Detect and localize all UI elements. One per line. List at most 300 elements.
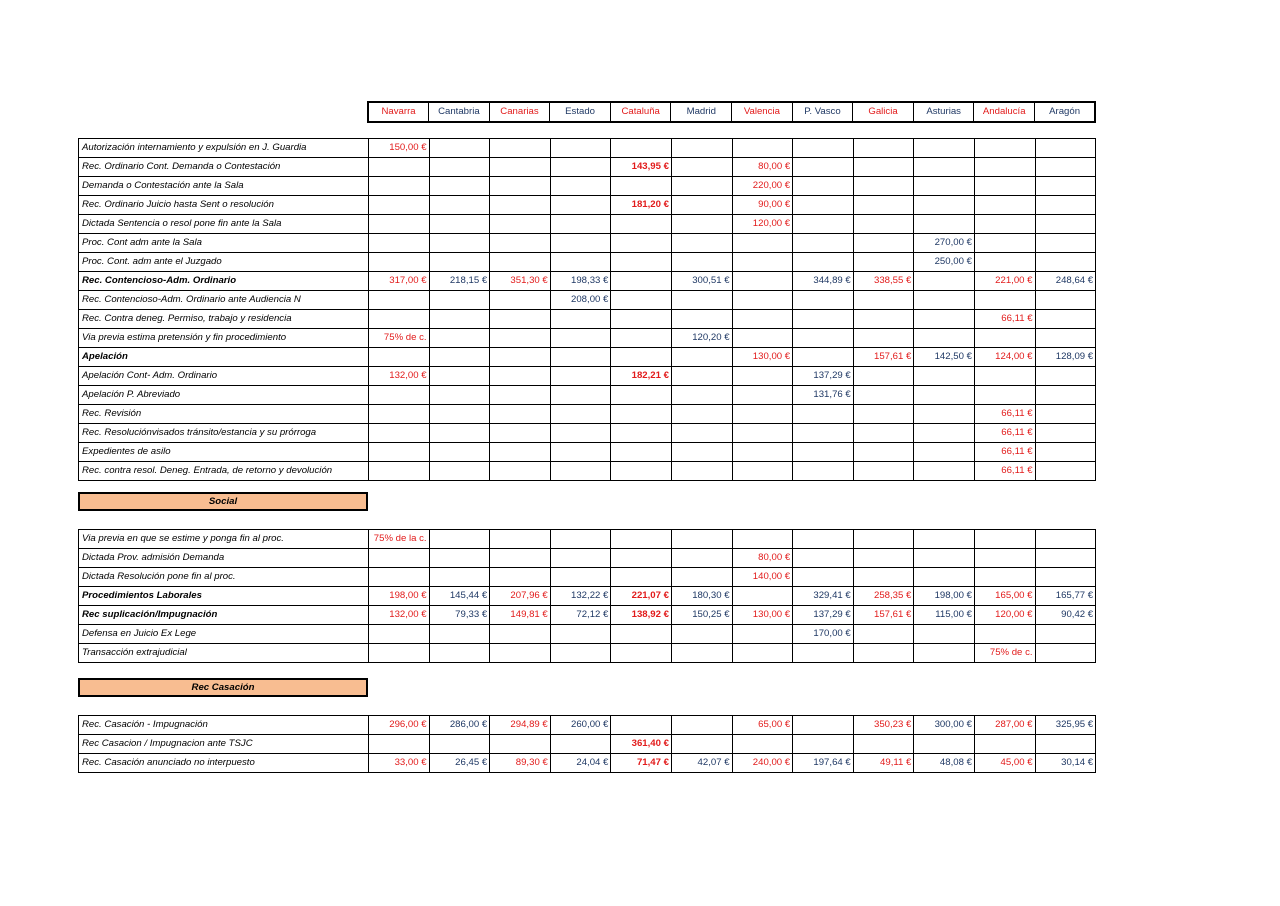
fee-cell — [429, 158, 490, 177]
fee-cell — [853, 530, 914, 549]
fee-cell — [793, 644, 854, 663]
fee-cell — [793, 253, 854, 272]
fee-cell: 270,00 € — [914, 234, 975, 253]
fee-cell — [853, 196, 914, 215]
fee-cell — [793, 530, 854, 549]
fee-cell — [429, 234, 490, 253]
fee-cell: 149,81 € — [490, 606, 551, 625]
fee-cell — [914, 177, 975, 196]
fee-cell — [914, 310, 975, 329]
fee-cell — [369, 177, 430, 196]
fee-cell — [550, 644, 611, 663]
fee-cell — [914, 625, 975, 644]
fee-cell: 221,07 € — [611, 587, 672, 606]
fee-cell: 115,00 € — [914, 606, 975, 625]
row-label: Expedientes de asilo — [79, 443, 369, 462]
fee-cell — [974, 386, 1035, 405]
fee-cell: 72,12 € — [550, 606, 611, 625]
fee-cell: 221,00 € — [974, 272, 1035, 291]
table-row — [79, 310, 1096, 329]
region-header-cell: Madrid — [671, 102, 732, 122]
fee-cell — [490, 329, 551, 348]
fee-cell — [490, 139, 551, 158]
fee-cell — [429, 549, 490, 568]
fee-cell — [429, 644, 490, 663]
fee-cell — [611, 568, 672, 587]
fee-cell: 145,44 € — [429, 587, 490, 606]
fee-cell — [974, 253, 1035, 272]
fee-cell — [974, 234, 1035, 253]
fee-cell: 45,00 € — [974, 754, 1035, 773]
fee-cell: 66,11 € — [974, 424, 1035, 443]
row-label: Rec. Ordinario Cont. Demanda o Contestación — [79, 158, 369, 177]
table-row — [79, 177, 1096, 196]
fee-cell: 198,00 € — [369, 587, 430, 606]
row-label: Transacción extrajudicial — [79, 644, 369, 663]
fee-cell — [793, 405, 854, 424]
fee-cell — [914, 549, 975, 568]
fee-cell — [369, 234, 430, 253]
fee-cell — [550, 367, 611, 386]
fee-cell — [914, 644, 975, 663]
fee-cell — [1035, 462, 1096, 481]
row-label: Apelación P. Abreviado — [79, 386, 369, 405]
fee-cell: 120,20 € — [671, 329, 732, 348]
fee-cell — [611, 443, 672, 462]
fee-cell — [429, 625, 490, 644]
fee-cell — [550, 196, 611, 215]
fee-cell — [732, 530, 793, 549]
fee-cell — [732, 462, 793, 481]
region-header-cell: Valencia — [732, 102, 793, 122]
fee-cell — [1035, 329, 1096, 348]
fee-cell — [611, 549, 672, 568]
region-header-cell: Asturias — [913, 102, 974, 122]
fee-cell — [611, 329, 672, 348]
fee-cell — [490, 462, 551, 481]
fee-cell — [550, 568, 611, 587]
fee-cell: 75% de c. — [974, 644, 1035, 663]
fee-cell — [914, 291, 975, 310]
fee-cell: 24,04 € — [550, 754, 611, 773]
table-row — [79, 158, 1096, 177]
fee-cell: 142,50 € — [914, 348, 975, 367]
fee-cell: 130,00 € — [732, 606, 793, 625]
fee-cell — [1035, 291, 1096, 310]
fee-cell — [1035, 644, 1096, 663]
region-header-cell: Galicia — [853, 102, 914, 122]
fee-cell — [974, 625, 1035, 644]
fee-cell — [490, 215, 551, 234]
fee-cell — [550, 405, 611, 424]
fee-cell: 79,33 € — [429, 606, 490, 625]
table-row — [79, 644, 1096, 663]
table-row — [79, 716, 1096, 735]
table-row — [79, 549, 1096, 568]
fee-cell: 181,20 € — [611, 196, 672, 215]
fee-cell: 90,42 € — [1035, 606, 1096, 625]
row-label: Proc. Cont adm ante la Sala — [79, 234, 369, 253]
fee-cell — [369, 424, 430, 443]
fee-cell — [369, 196, 430, 215]
fee-cell — [369, 158, 430, 177]
fee-cell — [853, 386, 914, 405]
fee-cell: 42,07 € — [671, 754, 732, 773]
fee-cell — [914, 462, 975, 481]
fee-cell — [1035, 177, 1096, 196]
row-label: Rec. Casación anunciado no interpuesto — [79, 754, 369, 773]
fee-cell — [853, 234, 914, 253]
fee-cell — [914, 158, 975, 177]
fee-cell — [914, 139, 975, 158]
row-label: Rec. Contencioso-Adm. Ordinario — [79, 272, 369, 291]
fee-cell: 300,51 € — [671, 272, 732, 291]
fee-cell — [490, 405, 551, 424]
row-label: Rec suplicación/Impugnación — [79, 606, 369, 625]
region-header-cell: Estado — [550, 102, 611, 122]
fee-cell — [550, 549, 611, 568]
table-row — [79, 329, 1096, 348]
fee-cell — [732, 405, 793, 424]
fee-cell — [429, 735, 490, 754]
fee-cell: 165,77 € — [1035, 587, 1096, 606]
fee-cell — [732, 587, 793, 606]
fee-cell — [550, 253, 611, 272]
fee-cell — [490, 424, 551, 443]
table-row — [79, 405, 1096, 424]
fee-cell — [1035, 253, 1096, 272]
fee-cell — [793, 234, 854, 253]
fee-cell — [974, 735, 1035, 754]
table-row — [79, 754, 1096, 773]
fee-cell — [369, 625, 430, 644]
fee-cell — [429, 424, 490, 443]
fee-cell — [671, 177, 732, 196]
fee-cell — [974, 139, 1035, 158]
fee-cell — [732, 424, 793, 443]
fee-cell — [369, 462, 430, 481]
fee-cell — [429, 348, 490, 367]
table-row — [79, 424, 1096, 443]
fee-cell — [490, 367, 551, 386]
region-header-cell: Navarra — [368, 102, 429, 122]
fee-cell — [550, 462, 611, 481]
region-header-row — [367, 101, 1096, 123]
fee-cell: 361,40 € — [611, 735, 672, 754]
fee-cell — [671, 291, 732, 310]
fee-cell: 33,00 € — [369, 754, 430, 773]
fee-cell — [550, 348, 611, 367]
fee-cell — [732, 386, 793, 405]
table-row — [79, 196, 1096, 215]
fee-cell — [611, 386, 672, 405]
fee-cell — [1035, 196, 1096, 215]
fee-cell — [671, 215, 732, 234]
fee-cell — [793, 549, 854, 568]
fee-cell — [1035, 530, 1096, 549]
row-label: Apelación — [79, 348, 369, 367]
fee-cell — [732, 329, 793, 348]
fee-cell — [1035, 549, 1096, 568]
fee-cell — [732, 272, 793, 291]
fee-cell: 180,30 € — [671, 587, 732, 606]
fee-cell: 287,00 € — [974, 716, 1035, 735]
fee-cell — [429, 139, 490, 158]
table-row — [79, 234, 1096, 253]
fee-cell: 329,41 € — [793, 587, 854, 606]
fee-cell — [853, 139, 914, 158]
row-label: Via previa estima pretensión y fin procedimiento — [79, 329, 369, 348]
fee-cell — [611, 253, 672, 272]
row-label: Rec. Resoluciónvisados tránsito/estancia y su prórroga — [79, 424, 369, 443]
region-header-cell: Cataluña — [610, 102, 671, 122]
fee-cell — [550, 386, 611, 405]
table-row — [79, 272, 1096, 291]
fee-cell: 170,00 € — [793, 625, 854, 644]
fee-cell — [429, 386, 490, 405]
fee-cell — [793, 443, 854, 462]
fee-cell: 220,00 € — [732, 177, 793, 196]
fee-cell — [853, 215, 914, 234]
fee-cell — [490, 291, 551, 310]
fee-cell — [853, 177, 914, 196]
fee-cell — [369, 568, 430, 587]
fee-cell — [853, 443, 914, 462]
fee-cell: 65,00 € — [732, 716, 793, 735]
row-label: Rec. Contencioso-Adm. Ordinario ante Audiencia N — [79, 291, 369, 310]
fee-cell — [671, 568, 732, 587]
fee-cell — [671, 462, 732, 481]
row-label: Dictada Prov. admisión Demanda — [79, 549, 369, 568]
fee-cell: 325,95 € — [1035, 716, 1096, 735]
region-header-cell: Canarias — [489, 102, 550, 122]
fee-cell — [793, 139, 854, 158]
fee-cell — [671, 234, 732, 253]
fee-cell — [853, 329, 914, 348]
fee-cell: 80,00 € — [732, 158, 793, 177]
fee-cell — [369, 291, 430, 310]
fee-cell: 140,00 € — [732, 568, 793, 587]
fee-cell — [429, 462, 490, 481]
row-label: Rec Casacion / Impugnacion ante TSJC — [79, 735, 369, 754]
fee-cell: 26,45 € — [429, 754, 490, 773]
fee-cell — [914, 568, 975, 587]
fee-cell: 197,64 € — [793, 754, 854, 773]
fee-cell — [793, 716, 854, 735]
fee-cell — [974, 177, 1035, 196]
fee-cell — [793, 329, 854, 348]
table-row — [79, 462, 1096, 481]
fee-cell — [490, 625, 551, 644]
fee-cell: 131,76 € — [793, 386, 854, 405]
fee-cell — [369, 215, 430, 234]
fee-cell — [732, 735, 793, 754]
fee-cell — [490, 568, 551, 587]
fee-cell — [793, 196, 854, 215]
fee-cell — [490, 443, 551, 462]
row-label: Dictada Sentencia o resol pone fin ante la Sala — [79, 215, 369, 234]
fee-cell — [429, 291, 490, 310]
fee-cell — [550, 215, 611, 234]
fee-cell — [974, 158, 1035, 177]
fee-cell — [793, 291, 854, 310]
casacion-fees-table — [78, 715, 1096, 773]
fee-cell — [490, 177, 551, 196]
fee-cell — [611, 139, 672, 158]
fee-cell — [611, 644, 672, 663]
fee-cell — [853, 549, 914, 568]
fee-cell: 132,00 € — [369, 606, 430, 625]
row-label: Rec. Contra deneg. Permiso, trabajo y residencia — [79, 310, 369, 329]
fee-cell — [974, 549, 1035, 568]
fee-cell — [1035, 443, 1096, 462]
fee-cell — [974, 568, 1035, 587]
fee-cell — [853, 568, 914, 587]
fee-cell — [793, 310, 854, 329]
fee-cell — [1035, 405, 1096, 424]
fee-cell: 66,11 € — [974, 443, 1035, 462]
fee-cell — [671, 424, 732, 443]
row-label: Rec. contra resol. Deneg. Entrada, de retorno y devolución — [79, 462, 369, 481]
fee-cell — [1035, 625, 1096, 644]
fee-cell — [914, 443, 975, 462]
fee-cell: 150,00 € — [369, 139, 430, 158]
fee-cell: 157,61 € — [853, 606, 914, 625]
fee-cell — [793, 424, 854, 443]
fee-cell — [429, 329, 490, 348]
row-label: Dictada Resolución pone fin al proc. — [79, 568, 369, 587]
fee-cell — [1035, 215, 1096, 234]
region-header-cell: Aragón — [1035, 102, 1096, 122]
fee-cell — [550, 158, 611, 177]
fee-cell: 124,00 € — [974, 348, 1035, 367]
fee-cell — [429, 177, 490, 196]
fee-cell — [671, 253, 732, 272]
fee-cell — [671, 139, 732, 158]
row-label: Demanda o Contestación ante la Sala — [79, 177, 369, 196]
table-row — [79, 625, 1096, 644]
fee-cell: 71,47 € — [611, 754, 672, 773]
fee-cell — [550, 177, 611, 196]
contencioso-fees-table — [78, 138, 1096, 481]
fee-cell: 49,11 € — [853, 754, 914, 773]
fee-cell: 240,00 € — [732, 754, 793, 773]
row-label: Rec. Ordinario Juicio hasta Sent o resolución — [79, 196, 369, 215]
fee-cell: 150,25 € — [671, 606, 732, 625]
fee-cell — [490, 310, 551, 329]
fee-cell — [671, 625, 732, 644]
fee-cell — [671, 348, 732, 367]
fee-cell — [1035, 158, 1096, 177]
fee-cell: 30,14 € — [1035, 754, 1096, 773]
fee-cell — [429, 196, 490, 215]
fee-cell — [732, 234, 793, 253]
fee-cell — [853, 310, 914, 329]
region-header-cell: Cantabria — [429, 102, 490, 122]
fee-cell — [490, 196, 551, 215]
row-label: Via previa en que se estime y ponga fin al proc. — [79, 530, 369, 549]
fee-cell: 208,00 € — [550, 291, 611, 310]
table-row — [79, 606, 1096, 625]
table-row — [79, 735, 1096, 754]
fee-cell: 138,92 € — [611, 606, 672, 625]
fee-cell — [369, 735, 430, 754]
fee-cell — [671, 735, 732, 754]
fee-cell — [429, 367, 490, 386]
fee-cell: 338,55 € — [853, 272, 914, 291]
fee-cell — [914, 367, 975, 386]
fee-cell — [490, 158, 551, 177]
fee-cell — [490, 549, 551, 568]
fee-cell — [853, 735, 914, 754]
fee-cell — [369, 644, 430, 663]
fee-cell — [550, 735, 611, 754]
fee-cell — [671, 530, 732, 549]
fee-cell — [611, 310, 672, 329]
fee-cell — [550, 329, 611, 348]
table-row — [79, 253, 1096, 272]
fee-cell — [429, 405, 490, 424]
fee-cell — [550, 625, 611, 644]
row-label: Rec. Casación - Impugnación — [79, 716, 369, 735]
fee-cell — [671, 367, 732, 386]
fee-cell: 198,00 € — [914, 587, 975, 606]
fee-cell — [914, 735, 975, 754]
fee-cell: 132,00 € — [369, 367, 430, 386]
fee-cell: 248,64 € — [1035, 272, 1096, 291]
fee-cell — [611, 215, 672, 234]
fee-cell — [611, 348, 672, 367]
table-row — [79, 568, 1096, 587]
fee-cell — [914, 272, 975, 291]
fee-cell: 218,15 € — [429, 272, 490, 291]
fee-cell — [550, 310, 611, 329]
fee-cell — [732, 253, 793, 272]
fee-cell — [1035, 424, 1096, 443]
fee-cell — [793, 462, 854, 481]
fee-cell — [1035, 367, 1096, 386]
table-row — [79, 443, 1096, 462]
fee-cell — [429, 253, 490, 272]
fee-cell — [611, 462, 672, 481]
row-label: Procedimientos Laborales — [79, 587, 369, 606]
fee-cell — [853, 424, 914, 443]
fee-cell — [429, 443, 490, 462]
fee-cell — [611, 716, 672, 735]
fee-cell — [974, 367, 1035, 386]
section-header-casacion: Rec Casación — [78, 678, 368, 697]
fee-cell — [793, 348, 854, 367]
fee-cell: 137,29 € — [793, 367, 854, 386]
table-row — [79, 348, 1096, 367]
fee-cell — [914, 329, 975, 348]
row-label: Defensa en Juicio Ex Lege — [79, 625, 369, 644]
fee-cell — [550, 443, 611, 462]
fee-cell: 80,00 € — [732, 549, 793, 568]
row-label: Proc. Cont. adm ante el Juzgado — [79, 253, 369, 272]
fee-cell — [853, 625, 914, 644]
fee-cell: 66,11 € — [974, 462, 1035, 481]
fee-cell — [611, 424, 672, 443]
table-row — [79, 215, 1096, 234]
fee-cell — [369, 405, 430, 424]
fee-cell — [793, 215, 854, 234]
fee-cell — [429, 568, 490, 587]
fee-cell — [671, 716, 732, 735]
fee-cell: 207,96 € — [490, 587, 551, 606]
fee-cell: 294,89 € — [490, 716, 551, 735]
fee-cell — [853, 462, 914, 481]
